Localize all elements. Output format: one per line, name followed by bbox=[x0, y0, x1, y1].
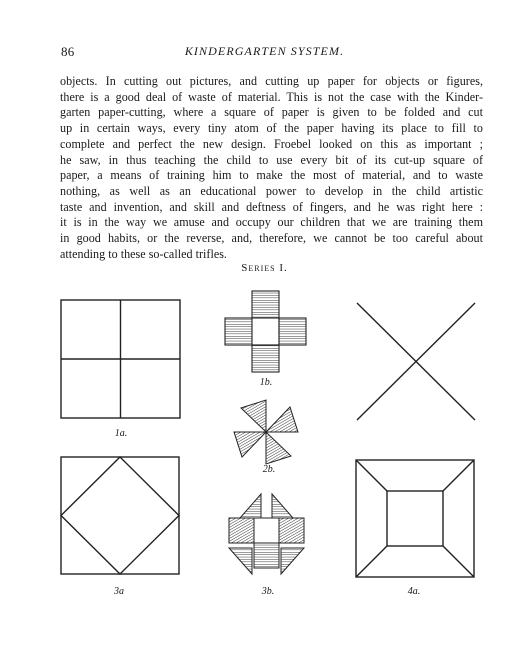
figure-label-4a: 4a. bbox=[407, 586, 421, 597]
figure-1a bbox=[61, 300, 180, 418]
body-text-line: objects. In cutting out pictures, and cutting up paper for objects or figures, bbox=[60, 74, 483, 88]
body-text-line: he saw, in thus teaching the child to use every bit of its cut-up square of bbox=[60, 152, 483, 167]
figure-3a bbox=[61, 457, 179, 574]
body-text-line: there is a good deal of waste of material. This is not the case with the Kinder- bbox=[60, 89, 483, 104]
body-text-line: complete and perfect the new design. Froebel looked on this as important ; bbox=[60, 136, 483, 151]
figure-4a-cross bbox=[357, 303, 475, 420]
body-text-line: paper, a means of training him to make the most of material, and to waste bbox=[60, 168, 483, 183]
body-text-line: up in certain ways, every tiny atom of the paper having its place to fill to bbox=[60, 121, 483, 136]
body-text-line: nothing, as well as an educational power to develop in the child artistic bbox=[60, 183, 483, 198]
figure-3b bbox=[229, 494, 304, 574]
figure-label-1b: 1b. bbox=[259, 377, 273, 388]
figure-label-3b: 3b. bbox=[261, 586, 275, 597]
figure-4a bbox=[356, 460, 474, 577]
figure-label-3a: 3a bbox=[114, 586, 124, 597]
figure-label-1a: 1a. bbox=[114, 428, 128, 439]
page-number: 86 bbox=[61, 44, 75, 59]
body-text-line: it is in the way we amuse and occupy our children that we are training them bbox=[60, 215, 483, 230]
figure-2b bbox=[234, 400, 298, 464]
running-title: KINDERGARTEN SYSTEM. bbox=[184, 44, 345, 58]
body-text-line: taste and invention, and skill and deftness of fingers, and he was right here : bbox=[60, 199, 483, 214]
body-text-line: in good habits, or the reverse, and, therefore, we cannot be too careful about bbox=[60, 231, 483, 246]
body-text-line: garten paper-cutting, where a square of paper is given to be folded and cut bbox=[60, 105, 483, 120]
series-heading: Series I. bbox=[241, 262, 288, 274]
figure-label-2b: 2b. bbox=[262, 464, 276, 475]
body-text-line: attending to these so-called trifles. bbox=[60, 246, 227, 261]
figure-1b bbox=[225, 291, 306, 372]
